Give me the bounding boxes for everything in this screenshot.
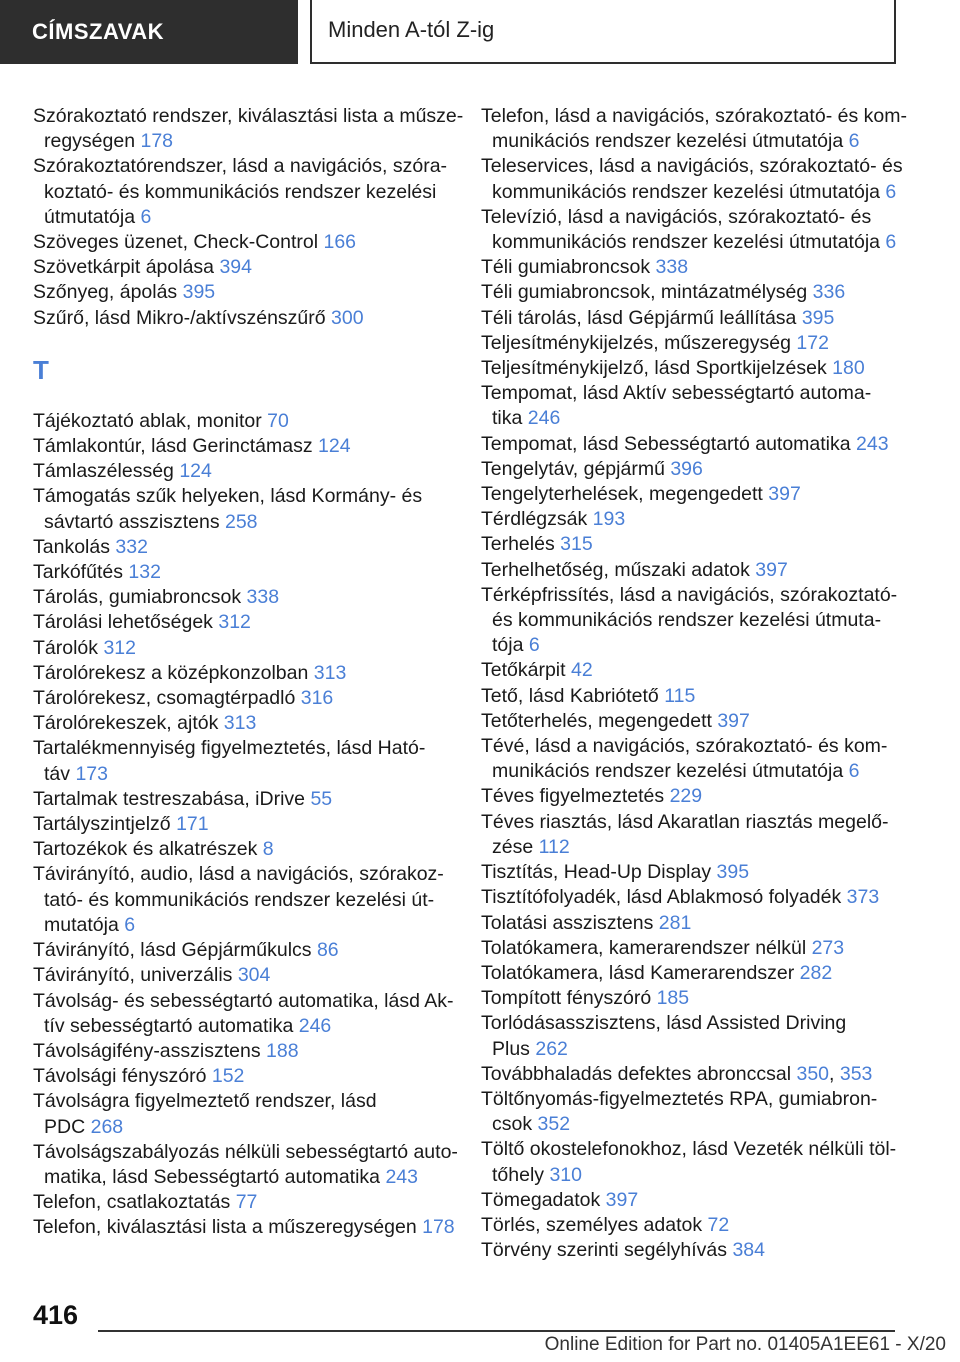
page-ref-link[interactable]: 338 [655, 256, 689, 279]
entry-text: csok [492, 1113, 538, 1136]
entry-text: Szűrő, lásd Mikro-/aktívszénszűrő [33, 306, 332, 329]
entry-text: tőhely [492, 1163, 550, 1186]
entry-text: Tartályszintjelző [33, 813, 177, 836]
index-entry [33, 560, 453, 585]
page-ref-link[interactable]: 70 [267, 409, 289, 432]
entry-text: Tetőkárpit [481, 659, 571, 682]
index-entry [481, 331, 901, 356]
index-entry [481, 205, 901, 255]
entry-text: Tankolás [33, 535, 116, 558]
entry-text: Távirányító, lásd Gépjárműkulcs [33, 939, 317, 962]
entry-text: Tárolórekesz a középkonzolban [33, 661, 314, 684]
index-entry [33, 1190, 453, 1215]
header [0, 0, 960, 66]
page-ref-link[interactable]: 112 [538, 835, 570, 858]
index-entry [481, 961, 901, 986]
entry-text: Tisztítás, Head-Up Display [481, 861, 717, 884]
entry-text: Tömegadatok [481, 1188, 606, 1211]
page-ref-link[interactable]: 397 [717, 709, 750, 732]
page-ref-link[interactable]: 395 [182, 281, 216, 304]
index-entry [33, 862, 453, 938]
index-entry [481, 356, 901, 381]
entry-text: Törvény szerinti segélyhívás [481, 1239, 733, 1262]
page-ref-link[interactable]: 72 [707, 1213, 730, 1236]
index-entry [481, 255, 901, 280]
entry-text: Tartozékok és alkatrészek [33, 838, 263, 861]
index-entry: Továbbhaladás defektes abronccsal 350, 353 [481, 1062, 873, 1085]
index-entry [481, 532, 901, 557]
index-entry [481, 507, 901, 532]
page-ref-link[interactable]: 229 [669, 785, 703, 808]
index-entry [33, 1064, 453, 1089]
entry-text: PDC [44, 1115, 91, 1138]
entry-text: regységen [44, 130, 141, 153]
entry-text: Távirányító, audio, lásd a navigációs, szórakoz- [33, 863, 444, 886]
page-ref-link[interactable]: 336 [812, 281, 846, 304]
index-entry [481, 860, 901, 885]
edition-note: Online Edition for Part no. 01405A1EE61 - X/20 [544, 1334, 946, 1355]
page-ref-link[interactable]: 86 [316, 939, 339, 962]
index-entry [481, 1087, 901, 1137]
entry-text: Tarkófűtés [33, 561, 129, 584]
page-ref-link[interactable]: 188 [266, 1039, 299, 1062]
entry-text: Tájékoztató ablak, monitor [33, 409, 268, 432]
footer [0, 1290, 960, 1362]
index-entry [481, 482, 901, 507]
page-ref-link[interactable]: 312 [218, 611, 251, 634]
entry-text: Tárolás, gumiabroncsok [33, 586, 247, 609]
entry-text: Telefon, kiválasztási lista a műszeregységen [33, 1216, 423, 1239]
page-ref-link[interactable]: 315 [560, 533, 593, 556]
entry-text: Tárolási lehetőségek [33, 611, 219, 634]
entry-text: munikációs rendszer kezelési útmutatója [492, 760, 849, 783]
page-ref-link[interactable]: 338 [246, 586, 280, 609]
index-entry [33, 661, 453, 686]
entry-text: Távolság- és sebességtartó automatika, lásd Ak- [33, 989, 454, 1012]
page-ref-link[interactable]: 6 [885, 180, 897, 203]
entry-text: Térdlégzsák [481, 508, 593, 531]
index-column-right [481, 104, 907, 1263]
page-ref-link[interactable]: 178 [140, 130, 174, 153]
entry-text: Támlaszélesség [33, 460, 180, 483]
index-entry [33, 1215, 453, 1240]
entry-text: Teleservices, lásd a navigációs, szórakoztató- és [481, 155, 903, 178]
entry-text: Téli tárolás, lásd Gépjármű leállítása [481, 306, 802, 329]
page-ref-link[interactable]: 6 [140, 205, 152, 228]
index-entry [33, 230, 453, 255]
entry-text: Plus [492, 1037, 536, 1060]
index-entry [33, 459, 453, 484]
index-entry [33, 610, 453, 635]
page-ref-link[interactable]: 180 [832, 357, 865, 380]
index-column-left [33, 104, 464, 1241]
index-entry [481, 1137, 901, 1187]
page-ref-link[interactable]: 124 [318, 435, 351, 458]
page-ref-link[interactable]: 394 [219, 256, 252, 279]
index-entry [33, 535, 453, 560]
page-ref-link[interactable]: 152 [211, 1065, 245, 1088]
entry-text: Szőnyeg, ápolás [33, 281, 183, 304]
index-entry [481, 986, 901, 1011]
index-entry [481, 1188, 901, 1213]
page-ref-link[interactable]: 304 [237, 964, 271, 987]
page-ref-link[interactable]: 77 [235, 1191, 258, 1214]
index-entry [481, 457, 901, 482]
entry-text: és kommunikációs rendszer kezelési útmuta- [492, 609, 882, 632]
index-entry [33, 255, 453, 280]
entry-text: Tolatási asszisztens [481, 911, 659, 934]
index-entry [481, 911, 901, 936]
page-ref-link[interactable]: 397 [755, 558, 788, 581]
index-entry [33, 306, 453, 331]
index-entry [481, 658, 901, 683]
entry-text: Tempomat, lásd Aktív sebességtartó automa- [481, 382, 872, 405]
index-entry [33, 280, 453, 305]
entry-text: Tartalékmennyiség figyelmeztetés, lásd Ható- [33, 737, 426, 760]
entry-text: Távolsági fényszóró [33, 1065, 212, 1088]
page-ref-link[interactable]: 243 [856, 432, 889, 455]
entry-text: Támlakontúr, lásd Gerinctámasz [33, 435, 319, 458]
page-ref-link[interactable]: 268 [90, 1115, 124, 1138]
entry-text: Tévé, lásd a navigációs, szórakoztató- és kom- [481, 735, 888, 758]
index-entry [33, 104, 464, 154]
index-entry [481, 432, 901, 457]
page-ref-link[interactable]: 384 [732, 1239, 765, 1262]
index-entry [481, 936, 901, 961]
entry-text: Távolságszabályozás nélküli sebességtartó auto- [33, 1140, 458, 1163]
page-ref-link[interactable]: 281 [658, 911, 692, 934]
index-entry [481, 734, 901, 784]
page-ref-link[interactable]: 6 [848, 130, 860, 153]
index-entry [33, 484, 453, 534]
entry-text: Téli gumiabroncsok [481, 256, 656, 279]
page-ref-link[interactable]: 396 [670, 457, 703, 480]
page-ref-link[interactable]: 313 [223, 712, 257, 735]
page-ref-link[interactable]: 6 [848, 760, 860, 783]
index-entry [33, 787, 453, 812]
page-ref-link[interactable]: 132 [128, 561, 161, 584]
entry-text: Teljesítménykijelző, lásd Sportkijelzések [481, 357, 833, 380]
index-entry [481, 1238, 901, 1263]
index-entry [481, 306, 901, 331]
page-ref-link[interactable]: 6 [528, 634, 540, 657]
index-entry [33, 963, 453, 988]
page-ref-link[interactable]: 178 [422, 1216, 455, 1239]
entry-text: munikációs rendszer kezelési útmutatója [492, 130, 849, 153]
entry-text: koztató- és kommunikációs rendszer kezelési [44, 180, 437, 203]
index-entry [33, 1039, 453, 1064]
index-entry [33, 636, 453, 661]
index-entry [481, 684, 901, 709]
page-ref-link[interactable]: 300 [331, 306, 364, 329]
page-ref-link[interactable]: 373 [846, 886, 880, 909]
entry-text: táv [44, 762, 76, 785]
page-ref-link[interactable]: 193 [592, 508, 626, 531]
page-ref-link[interactable]: 243 [385, 1165, 418, 1188]
page-ref-link[interactable]: 42 [570, 659, 593, 682]
page-ref-link[interactable]: 313 [313, 661, 347, 684]
page-ref-link[interactable]: 173 [75, 762, 108, 785]
entry-text: Telefon, csatlakoztatás [33, 1191, 236, 1214]
entry-text: Tolatókamera, lásd Kamerarendszer [481, 961, 800, 984]
entry-text: mutatója [44, 913, 125, 936]
page-ref-link[interactable]: 6 [124, 913, 136, 936]
page-ref-link[interactable]: 124 [179, 460, 212, 483]
index-entry [33, 585, 453, 610]
page-ref-link[interactable]: 282 [799, 961, 833, 984]
index-entry [33, 812, 453, 837]
entry-text: kommunikációs rendszer kezelési útmutatója [492, 231, 886, 254]
index-entry [481, 583, 901, 659]
page-ref-link[interactable]: 395 [801, 306, 835, 329]
entry-text: tív sebességtartó automatika [44, 1014, 299, 1037]
entry-text: Tengelytáv, gépjármű [481, 457, 671, 480]
index-entry [33, 1140, 458, 1190]
entry-text: tató- és kommunikációs rendszer kezelési út- [44, 888, 435, 911]
index-entry [33, 686, 453, 711]
page-ref-link[interactable]: 185 [656, 987, 690, 1010]
entry-text: Téves riasztás, lásd Akaratlan riasztás megelő- [481, 810, 889, 833]
entry-text: Továbbhaladás defektes abronccsal [481, 1062, 797, 1085]
entry-text: sávtartó asszisztens [44, 510, 225, 533]
index-entry [33, 409, 453, 434]
index-entry [33, 434, 453, 459]
entry-text: Tárolórekeszek, ajtók [33, 712, 224, 735]
entry-text: Tartalmak testreszabása, iDrive [33, 787, 311, 810]
entry-text: Tárolórekesz, csomagtérpadló [33, 687, 301, 710]
page-ref-link[interactable]: 273 [811, 936, 845, 959]
entry-text: Tárolók [33, 636, 104, 659]
entry-text: Tompított fényszóró [481, 987, 657, 1010]
index-entry [481, 810, 901, 860]
entry-text: matika, lásd Sebességtartó automatika [44, 1165, 386, 1188]
page-ref-link[interactable]: 166 [323, 231, 357, 254]
entry-text: Tengelyterhelések, megengedett [481, 483, 769, 506]
page-ref-link[interactable]: 246 [298, 1014, 332, 1037]
entry-text: Szövetkárpit ápolása [33, 256, 220, 279]
page-ref-link[interactable]: 258 [224, 510, 258, 533]
index-entry [33, 736, 453, 786]
index-entry [33, 938, 453, 963]
page-ref-link[interactable]: 310 [549, 1163, 582, 1186]
entry-text: Szöveges üzenet, Check-Control [33, 231, 324, 254]
entry-text: Televízió, lásd a navigációs, szórakoztató- és [481, 205, 872, 228]
index-entry [33, 154, 453, 230]
entry-text: Terhelés [481, 533, 561, 556]
index-entry [481, 1011, 901, 1061]
entry-text: Töltő okostelefonokhoz, lásd Vezeték nélküli töl- [481, 1138, 897, 1161]
page-ref-link[interactable]: 55 [310, 787, 333, 810]
index-entry [481, 709, 901, 734]
page-ref-link[interactable]: 312 [103, 636, 136, 659]
index-entry [481, 885, 901, 910]
entry-text: Terhelhetőség, műszaki adatok [481, 558, 756, 581]
page-ref-link[interactable]: 6 [885, 231, 897, 254]
page-ref-link[interactable]: 172 [796, 331, 829, 354]
index-entry [481, 558, 901, 583]
page-ref-link[interactable]: 350 [796, 1062, 830, 1085]
index-entry [33, 989, 453, 1039]
index-entry [481, 280, 901, 305]
page-number: 416 [33, 1300, 79, 1330]
entry-text: tika [492, 407, 528, 430]
index-entry [33, 711, 453, 736]
entry-text: Távirányító, univerzális [33, 964, 238, 987]
index-entry [481, 104, 907, 154]
index-entry [481, 381, 901, 431]
entry-text: Teljesítménykijelzés, műszeregység [481, 331, 797, 354]
entry-text: tója [492, 634, 529, 657]
entry-text: Szórakoztató rendszer, kiválasztási lista a műsze- [33, 105, 464, 127]
entry-text: Tisztítófolyadék, lásd Ablakmosó folyadék [481, 886, 847, 909]
entry-text: Tetőterhelés, megengedett [481, 709, 718, 732]
page-ref-link[interactable]: 397 [768, 483, 801, 506]
page-ref-link[interactable]: 316 [300, 687, 334, 710]
entry-text: Torlódásasszisztens, lásd Assisted Driving [481, 1012, 847, 1035]
tab-a-to-z[interactable]: Minden A-tól Z-ig [310, 0, 896, 64]
entry-text: Tető, lásd Kabriótető [481, 684, 665, 707]
page-ref-link[interactable]: 352 [537, 1113, 571, 1136]
page-ref-link[interactable]: 395 [716, 861, 750, 884]
page-ref-link[interactable]: 246 [527, 407, 561, 430]
entry-text: Telefon, lásd a navigációs, szórakoztató- és kom- [481, 105, 907, 127]
index-entry [481, 1213, 901, 1238]
tab-keywords[interactable]: CÍMSZAVAK [0, 0, 298, 64]
page-ref-link[interactable]: 397 [605, 1188, 639, 1211]
page-ref-link[interactable]: 332 [115, 535, 148, 558]
entry-text: Távolságifény-asszisztens [33, 1039, 267, 1062]
page-ref-link[interactable]: 262 [535, 1037, 568, 1060]
entry-text: Téli gumiabroncsok, mintázatmélység [481, 281, 813, 304]
index-entry [33, 1089, 453, 1139]
entry-text: Támogatás szűk helyeken, lásd Kormány- és [33, 485, 423, 508]
entry-text: Téves figyelmeztetés [481, 785, 670, 808]
section-letter: T [33, 354, 49, 385]
entry-text: Szórakoztatórendszer, lásd a navigációs, szóra- [33, 155, 448, 178]
page-ref-link[interactable]: 115 [664, 684, 696, 707]
entry-text: Töltőnyomás-figyelmeztetés RPA, gumiabron- [481, 1087, 878, 1110]
page-ref-link[interactable]: 353 [839, 1062, 873, 1085]
entry-text: Távolságra figyelmeztető rendszer, lásd [33, 1090, 377, 1113]
entry-text: Tolatókamera, kamerarendszer nélkül [481, 936, 812, 959]
entry-text: zése [492, 835, 539, 858]
entry-text: Törlés, személyes adatok [481, 1213, 708, 1236]
page-ref-link[interactable]: 171 [176, 813, 209, 836]
entry-text: Térképfrissítés, lásd a navigációs, szórakoztató- [481, 583, 898, 606]
index-entry [33, 837, 453, 862]
footer-divider [98, 1330, 895, 1332]
page-ref-link[interactable]: 8 [262, 838, 274, 861]
entry-text: kommunikációs rendszer kezelési útmutatója [492, 180, 886, 203]
entry-text: Tempomat, lásd Sebességtartó automatika [481, 432, 857, 455]
index-entry [481, 784, 901, 809]
index-entry [481, 154, 901, 204]
entry-text: útmutatója [44, 205, 141, 228]
